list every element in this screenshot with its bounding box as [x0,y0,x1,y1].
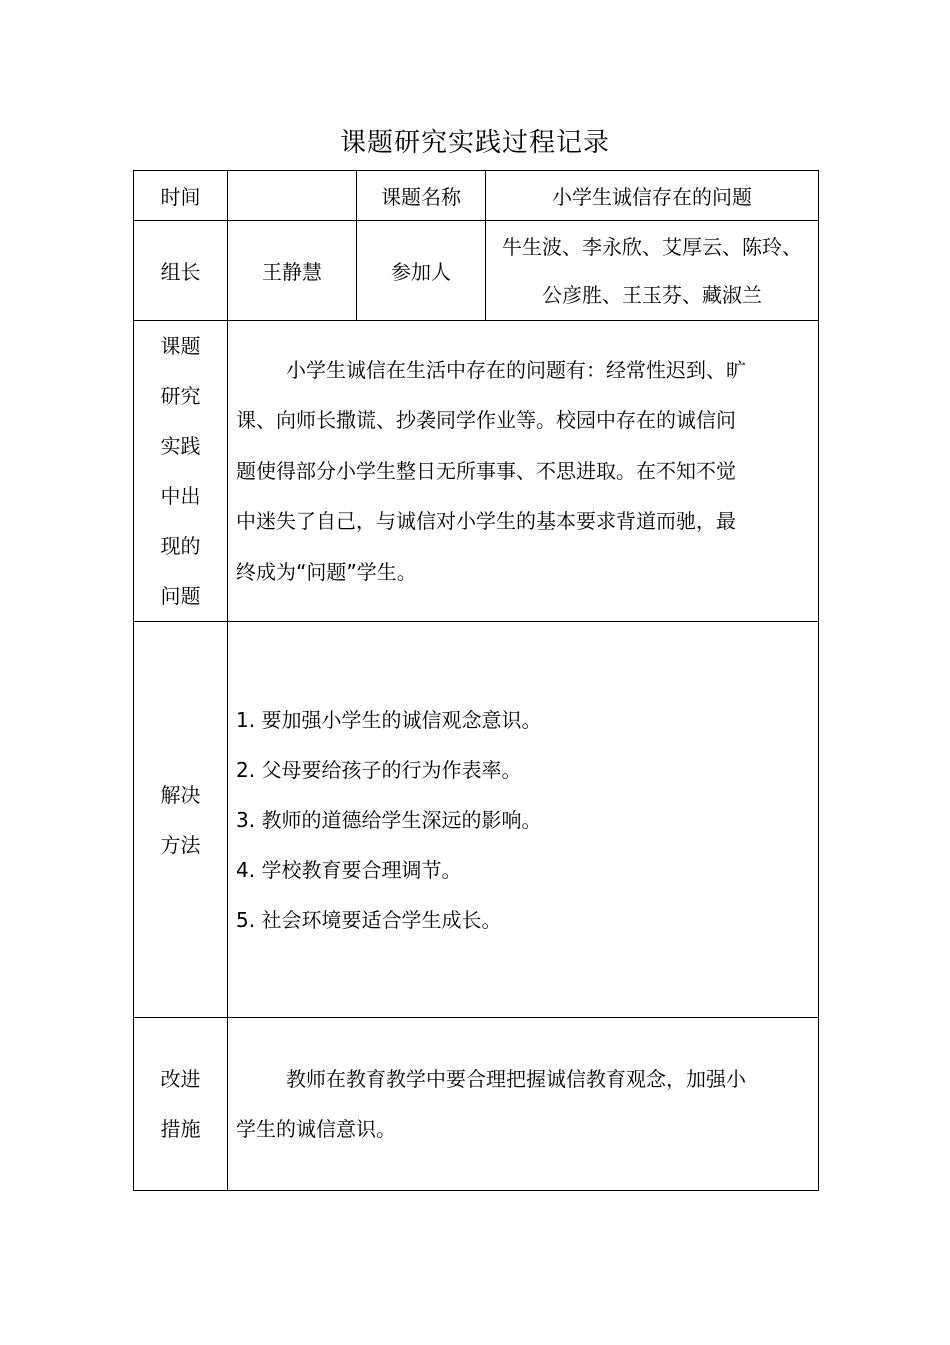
solution-item: 4. 学校教育要合理调节。 [236,857,462,882]
table-row-improvements [134,1018,819,1191]
topic-name-value: 小学生诚信存在的问题 [486,171,819,221]
leader-label: 组长 [134,221,228,321]
participants-label: 参加人 [357,221,486,321]
label-char: 研究 [160,384,201,408]
label-char: 中出 [160,484,201,508]
solution-item: 3. 教师的道德给学生深远的影响。 [236,807,542,832]
time-label: 时间 [134,171,228,221]
solution-item: 2. 父母要给孩子的行为作表率。 [236,757,522,782]
label-char: 改进 [160,1067,201,1091]
label-char: 现的 [160,534,201,558]
table-row-solutions [134,622,819,1018]
record-table [133,170,819,1191]
improvements-content [228,1018,819,1191]
problems-label [134,321,228,622]
label-char: 方法 [160,832,201,857]
table-row-time [134,171,819,221]
table-row-problems [134,321,819,622]
page-title: 课题研究实践过程记录 [339,128,610,158]
leader-value: 王静慧 [228,221,357,321]
topic-name-label: 课题名称 [357,171,486,221]
label-char: 实践 [160,434,201,458]
participants-value [486,221,819,321]
improvements-text: 教师在教育教学中要合理把握诚信教育观念，加强小学生的诚信意识。 [236,1066,746,1141]
participants-line: 公彦胜、王玉芬、藏淑兰 [542,282,762,307]
table-row-leader [134,221,819,321]
label-char: 问题 [160,584,201,608]
problems-content [228,321,819,622]
label-char: 解决 [160,782,201,807]
solution-item: 1. 要加强小学生的诚信观念意识。 [236,707,542,732]
solutions-content [228,622,819,1018]
problems-text: 小学生诚信在生活中存在的问题有：经常性迟到、旷课、向师长撒谎、抄袭同学作业等。校园中存在的诚信问题使得部分小学生整日无所事事、不思进取。在不知不觉中迷失了自己，与诚信对小学生的基本要求背道而驰，最终成为“问题”学生。 [236,357,746,584]
participants-line: 牛生波、李永欣、艾厚云、陈玲、 [502,234,802,259]
time-value [228,171,357,221]
improvements-label [134,1018,228,1191]
solutions-label [134,622,228,1018]
solution-item: 5. 社会环境要适合学生成长。 [236,907,502,932]
label-char: 措施 [160,1117,201,1141]
label-char: 课题 [160,334,201,358]
